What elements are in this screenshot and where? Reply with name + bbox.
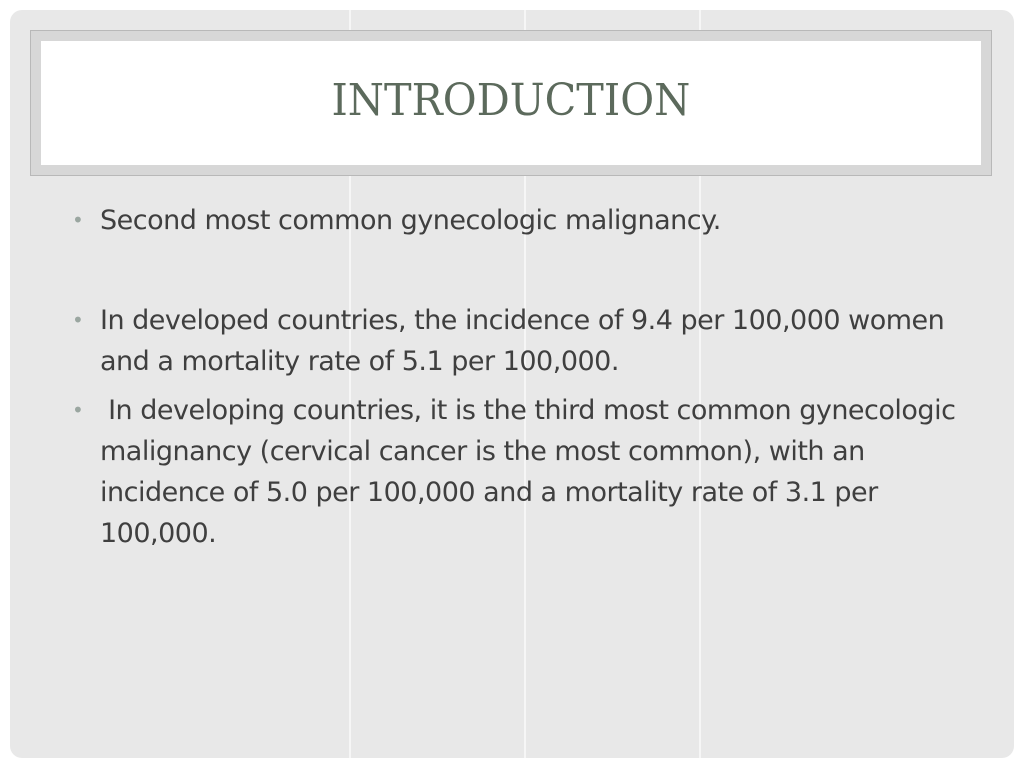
bullet-dot-icon: • (72, 398, 84, 422)
bullet-text: Second most common gynecologic malignancy. (100, 205, 721, 236)
title-frame (30, 30, 992, 176)
title-box (41, 41, 981, 165)
slide-body (72, 200, 972, 554)
bullet-text: In developed countries, the incidence of 9.4 per 100,000 women and a mortality rate of 5.1 per 100,000. (100, 305, 945, 377)
slide-title: INTRODUCTION (331, 74, 691, 126)
bullet-item (72, 200, 972, 241)
bullet-item (72, 300, 972, 382)
slide (10, 10, 1014, 758)
bullet-text: In developing countries, it is the third most common gynecologic malignancy (cervical cancer is the most common), with an incidence of 5.0 per 100,000 and a mortality rate of 3.1 per 100,000. (100, 395, 964, 549)
bullet-dot-icon: • (72, 208, 84, 232)
bullet-item (72, 390, 972, 554)
bullet-dot-icon: • (72, 308, 84, 332)
